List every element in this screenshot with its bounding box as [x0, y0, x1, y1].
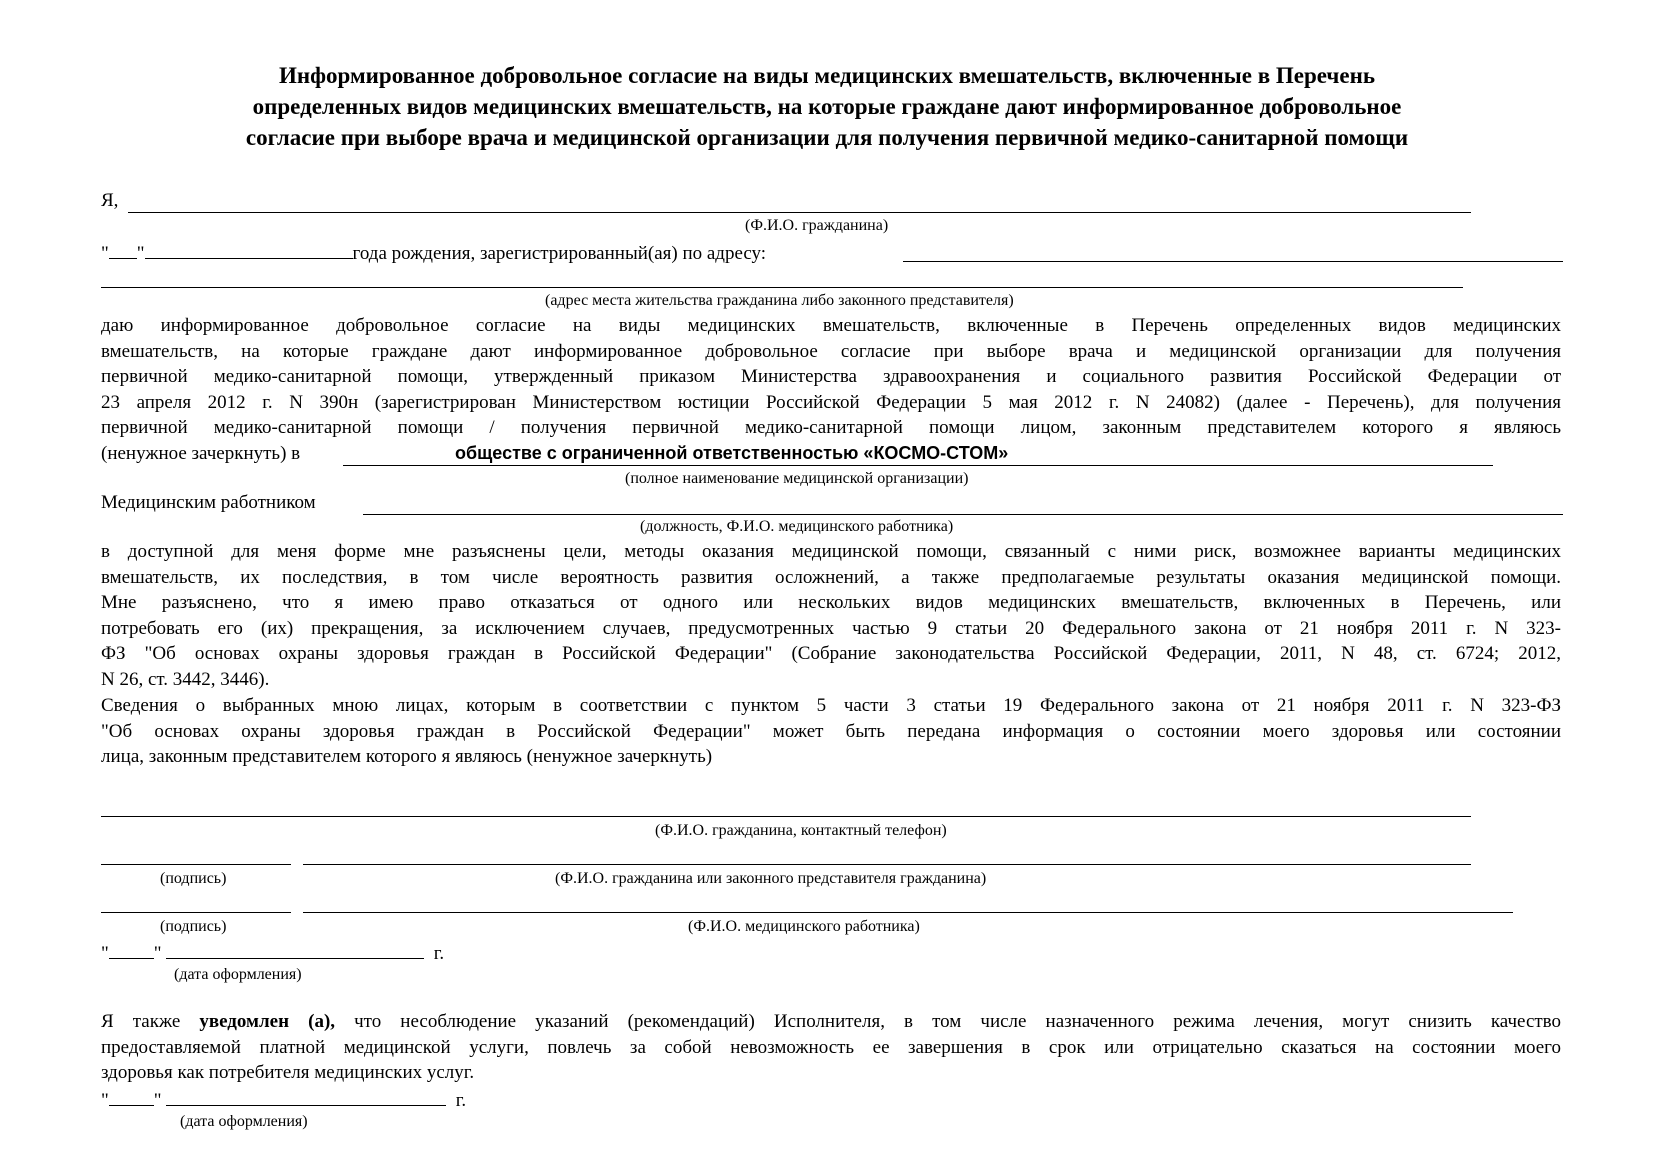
consent-line-5: первичной медико-санитарной помощи / получения первичной медико-санитарной помощи лицом, законным представителем которого я являюсь [101, 417, 1561, 439]
notice-date-close-quote: " [153, 1090, 162, 1111]
address-field-line-1[interactable] [903, 261, 1563, 262]
information-paragraph [101, 693, 1561, 770]
notice-date-row [101, 1087, 466, 1112]
medical-worker-field[interactable] [363, 514, 1563, 515]
organization-field[interactable] [343, 465, 1493, 466]
medical-worker-caption: (должность, Ф.И.О. медицинского работника) [640, 518, 954, 535]
signature-caption-1: (подпись) [160, 870, 227, 887]
notice-bold: уведомлен (а), [199, 1011, 336, 1032]
explanation-line-5: ФЗ "Об основах охраны здоровья граждан в Российской Федерации" (Собрание законодательства Российской Федерации, 2011, N 48, ст. 6724; 2012, [101, 643, 1561, 665]
citizen-name-field[interactable] [128, 212, 1471, 213]
consent-line-3: первичной медико-санитарной помощи, утвержденный приказом Министерства здравоохранения и социального развития Российской Федерации от [101, 366, 1561, 388]
organization-caption: (полное наименование медицинской организации) [625, 470, 969, 487]
explanation-line-6: N 26, ст. 3442, 3446). [101, 668, 270, 690]
signature-date-caption: (дата оформления) [174, 966, 302, 983]
explanation-paragraph [101, 539, 1561, 693]
notice-date-caption: (дата оформления) [180, 1113, 308, 1130]
explanation-line-4: потребовать его (их) прекращения, за исключением случаев, предусмотренных частью 9 статьи 20 Федерального закона от 21 ноября 2011 г. N 323- [101, 617, 1561, 639]
notice-month-year-field[interactable] [166, 1087, 446, 1106]
title-line-1: Информированное добровольное согласие на виды медицинских вмешательств, включенные в Перечень [278, 63, 1375, 88]
organization-name-wrap [455, 442, 1008, 465]
consent-paragraph [101, 313, 1561, 441]
worker-name-caption: (Ф.И.О. медицинского работника) [688, 918, 920, 935]
birth-day-field[interactable] [109, 240, 137, 259]
signature-date-row [101, 940, 444, 965]
title-line-3: согласие при выборе врача и медицинской организации для получения первичной медико-санитарной помощи [245, 125, 1409, 150]
contact-caption: (Ф.И.О. гражданина, контактный телефон) [655, 822, 947, 839]
explanation-line-3: Мне разъяснено, что я имею право отказаться от одного или нескольких видов медицинских вмешательств, включенных в Перечень, или [101, 592, 1561, 614]
title-line-2: определенных видов медицинских вмешательств, на которые граждане дают информированное добровольное [252, 94, 1402, 119]
notice-day-field[interactable] [109, 1087, 154, 1106]
organization-name: обществе с ограниченной ответственностью «КОСМО-СТОМ» [455, 443, 1009, 463]
consent-line-1: даю информированное добровольное согласие на виды медицинских вмешательств, включенные в Перечень определенных видов медицинских [101, 315, 1561, 336]
consent-line-4: 23 апреля 2012 г. N 390н (зарегистрирован Министерством юстиции Российской Федерации 5 мая 2012 г. N 24082) (далее - Перечень), для получения [101, 391, 1561, 413]
notice-line-2: предоставляемой платной медицинской услуги, повлечь за собой невозможность ее завершения в срок или отрицательно сказаться на состоянии моего [101, 1036, 1561, 1058]
birth-day-close-quote: " [136, 243, 145, 264]
citizen-rep-field[interactable] [303, 864, 1471, 865]
signature-field-1[interactable] [101, 864, 291, 865]
notice-prefix: Я также [101, 1011, 181, 1032]
birth-address-text: года рождения, зарегистрированный(ая) по адресу: [352, 243, 767, 264]
birth-day-open-quote: " [101, 243, 109, 264]
birth-month-year-field[interactable] [145, 240, 353, 259]
citizen-name-caption: (Ф.И.О. гражданина) [745, 217, 889, 234]
consent-line-2: вмешательств, на которые граждане дают информированное добровольное согласие при выборе врача и медицинской организации для получения [101, 340, 1561, 362]
signature-date-open-quote: " [101, 943, 109, 964]
explanation-line-2: вмешательств, их последствия, в том числе вероятность развития осложнений, а также предполагаемые результаты оказания медицинской помощи. [101, 566, 1561, 588]
notice-line-1-rest: что несоблюдение указаний (рекомендаций) Исполнителя, в том числе назначенного режима лечения, могут снизить качество [354, 1011, 1561, 1032]
notice-year-suffix: г. [455, 1090, 467, 1111]
signature-date-close-quote: " [153, 943, 162, 964]
information-line-1: Сведения о выбранных мною лицах, которым в соответствии с пунктом 5 части 3 статьи 19 Федерального закона от 21 ноября 2011 г. N 323-ФЗ [101, 695, 1561, 716]
notice-line-1 [101, 1009, 1561, 1035]
citizen-rep-caption: (Ф.И.О. гражданина или законного представителя гражданина) [555, 870, 987, 887]
signature-field-2[interactable] [101, 912, 291, 913]
information-line-2: "Об основах охраны здоровья граждан в Российской Федерации" может быть передана информация о состоянии моего здоровья или состоянии [101, 720, 1561, 742]
notice-line-3: здоровья как потребителя медицинских услуг. [101, 1062, 475, 1084]
worker-name-field[interactable] [303, 912, 1513, 913]
explanation-line-1: в доступной для меня форме мне разъяснены цели, методы оказания медицинской помощи, связанный с ними риск, возможнее варианты медицинских [101, 541, 1561, 562]
signature-year-suffix: г. [433, 943, 445, 964]
signature-day-field[interactable] [109, 940, 154, 959]
signature-caption-2: (подпись) [160, 918, 227, 935]
medical-worker-row [101, 492, 316, 514]
notice-date-open-quote: " [101, 1090, 109, 1111]
birth-date-row [101, 240, 766, 265]
citizen-name-row [101, 190, 118, 212]
medical-worker-label: Медицинским работником [101, 492, 316, 513]
citizen-prefix: Я, [101, 190, 119, 211]
address-field-line-2[interactable] [101, 287, 1463, 288]
organization-row [101, 443, 300, 465]
organization-prefix: (ненужное зачеркнуть) в [101, 443, 301, 464]
information-line-3: лица, законным представителем которого я являюсь (ненужное зачеркнуть) [101, 746, 713, 768]
contact-field[interactable] [101, 816, 1471, 817]
document-title [60, 60, 1594, 153]
notice-paragraph [101, 1009, 1561, 1086]
signature-month-year-field[interactable] [166, 940, 424, 959]
address-caption: (адрес места жительства гражданина либо законного представителя) [545, 292, 1014, 309]
